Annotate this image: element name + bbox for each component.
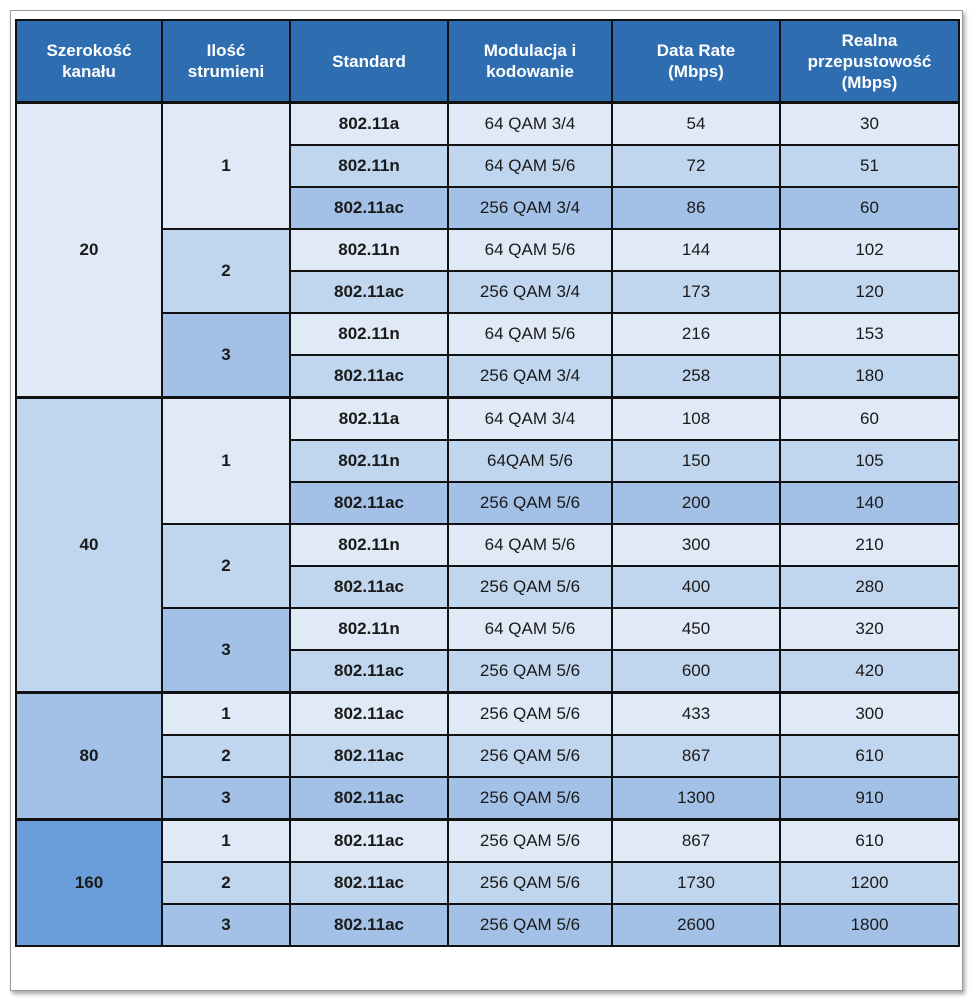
real-throughput-cell: 51 xyxy=(780,145,959,187)
modulation-cell: 256 QAM 5/6 xyxy=(448,735,612,777)
stream-count-cell: 1 xyxy=(162,820,290,863)
real-throughput-cell: 610 xyxy=(780,820,959,863)
data-rate-cell: 867 xyxy=(612,735,780,777)
table-row xyxy=(16,103,959,146)
real-throughput-cell: 210 xyxy=(780,524,959,566)
modulation-cell: 256 QAM 5/6 xyxy=(448,482,612,524)
real-throughput-cell: 140 xyxy=(780,482,959,524)
real-throughput-cell: 102 xyxy=(780,229,959,271)
table-row xyxy=(16,820,959,863)
table-body xyxy=(16,103,959,947)
modulation-cell: 256 QAM 5/6 xyxy=(448,777,612,820)
header-data-rate: Data Rate (Mbps) xyxy=(612,20,780,103)
standard-cell: 802.11n xyxy=(290,229,448,271)
wifi-throughput-table xyxy=(15,19,960,947)
data-rate-cell: 2600 xyxy=(612,904,780,946)
modulation-cell: 256 QAM 3/4 xyxy=(448,355,612,398)
table-row xyxy=(16,398,959,441)
modulation-cell: 64 QAM 5/6 xyxy=(448,524,612,566)
data-rate-cell: 400 xyxy=(612,566,780,608)
data-rate-cell: 108 xyxy=(612,398,780,441)
real-throughput-cell: 300 xyxy=(780,693,959,736)
header-modulation: Modulacja i kodowanie xyxy=(448,20,612,103)
data-rate-cell: 173 xyxy=(612,271,780,313)
standard-cell: 802.11n xyxy=(290,440,448,482)
modulation-cell: 256 QAM 3/4 xyxy=(448,187,612,229)
real-throughput-cell: 180 xyxy=(780,355,959,398)
stream-count-cell: 2 xyxy=(162,229,290,313)
data-rate-cell: 450 xyxy=(612,608,780,650)
stream-count-cell: 1 xyxy=(162,398,290,525)
standard-cell: 802.11ac xyxy=(290,820,448,863)
real-throughput-cell: 105 xyxy=(780,440,959,482)
real-throughput-cell: 610 xyxy=(780,735,959,777)
table-frame xyxy=(10,10,963,991)
modulation-cell: 256 QAM 5/6 xyxy=(448,566,612,608)
modulation-cell: 64 QAM 5/6 xyxy=(448,229,612,271)
data-rate-cell: 1730 xyxy=(612,862,780,904)
standard-cell: 802.11ac xyxy=(290,650,448,693)
data-rate-cell: 433 xyxy=(612,693,780,736)
header-stream-count: Ilość strumieni xyxy=(162,20,290,103)
data-rate-cell: 258 xyxy=(612,355,780,398)
standard-cell: 802.11ac xyxy=(290,566,448,608)
standard-cell: 802.11ac xyxy=(290,355,448,398)
modulation-cell: 256 QAM 5/6 xyxy=(448,904,612,946)
channel-width-cell: 80 xyxy=(16,693,162,820)
modulation-cell: 64QAM 5/6 xyxy=(448,440,612,482)
channel-width-cell: 160 xyxy=(16,820,162,947)
stream-count-cell: 2 xyxy=(162,524,290,608)
standard-cell: 802.11ac xyxy=(290,482,448,524)
modulation-cell: 256 QAM 5/6 xyxy=(448,862,612,904)
stream-count-cell: 2 xyxy=(162,735,290,777)
modulation-cell: 256 QAM 3/4 xyxy=(448,271,612,313)
standard-cell: 802.11ac xyxy=(290,904,448,946)
modulation-cell: 256 QAM 5/6 xyxy=(448,820,612,863)
data-rate-cell: 144 xyxy=(612,229,780,271)
data-rate-cell: 54 xyxy=(612,103,780,146)
standard-cell: 802.11a xyxy=(290,103,448,146)
stream-count-cell: 3 xyxy=(162,313,290,398)
header-standard: Standard xyxy=(290,20,448,103)
standard-cell: 802.11ac xyxy=(290,271,448,313)
standard-cell: 802.11ac xyxy=(290,735,448,777)
standard-cell: 802.11ac xyxy=(290,777,448,820)
standard-cell: 802.11ac xyxy=(290,862,448,904)
channel-width-cell: 40 xyxy=(16,398,162,693)
data-rate-cell: 600 xyxy=(612,650,780,693)
standard-cell: 802.11a xyxy=(290,398,448,441)
header-row xyxy=(16,20,959,103)
modulation-cell: 64 QAM 3/4 xyxy=(448,398,612,441)
real-throughput-cell: 120 xyxy=(780,271,959,313)
stream-count-cell: 1 xyxy=(162,693,290,736)
real-throughput-cell: 420 xyxy=(780,650,959,693)
modulation-cell: 64 QAM 5/6 xyxy=(448,145,612,187)
stream-count-cell: 2 xyxy=(162,862,290,904)
real-throughput-cell: 320 xyxy=(780,608,959,650)
standard-cell: 802.11ac xyxy=(290,187,448,229)
standard-cell: 802.11n xyxy=(290,608,448,650)
stream-count-cell: 1 xyxy=(162,103,290,230)
data-rate-cell: 867 xyxy=(612,820,780,863)
modulation-cell: 64 QAM 3/4 xyxy=(448,103,612,146)
real-throughput-cell: 60 xyxy=(780,398,959,441)
real-throughput-cell: 1200 xyxy=(780,862,959,904)
modulation-cell: 64 QAM 5/6 xyxy=(448,313,612,355)
modulation-cell: 256 QAM 5/6 xyxy=(448,693,612,736)
real-throughput-cell: 30 xyxy=(780,103,959,146)
standard-cell: 802.11n xyxy=(290,524,448,566)
stream-count-cell: 3 xyxy=(162,904,290,946)
data-rate-cell: 72 xyxy=(612,145,780,187)
channel-width-cell: 20 xyxy=(16,103,162,398)
header-real-throughput: Realna przepustowość (Mbps) xyxy=(780,20,959,103)
real-throughput-cell: 60 xyxy=(780,187,959,229)
stream-count-cell: 3 xyxy=(162,777,290,820)
real-throughput-cell: 910 xyxy=(780,777,959,820)
real-throughput-cell: 1800 xyxy=(780,904,959,946)
header-channel-width: Szerokość kanału xyxy=(16,20,162,103)
data-rate-cell: 216 xyxy=(612,313,780,355)
modulation-cell: 256 QAM 5/6 xyxy=(448,650,612,693)
stream-count-cell: 3 xyxy=(162,608,290,693)
data-rate-cell: 1300 xyxy=(612,777,780,820)
standard-cell: 802.11n xyxy=(290,145,448,187)
standard-cell: 802.11n xyxy=(290,313,448,355)
modulation-cell: 64 QAM 5/6 xyxy=(448,608,612,650)
data-rate-cell: 150 xyxy=(612,440,780,482)
real-throughput-cell: 153 xyxy=(780,313,959,355)
real-throughput-cell: 280 xyxy=(780,566,959,608)
data-rate-cell: 300 xyxy=(612,524,780,566)
table-row xyxy=(16,693,959,736)
standard-cell: 802.11ac xyxy=(290,693,448,736)
data-rate-cell: 200 xyxy=(612,482,780,524)
data-rate-cell: 86 xyxy=(612,187,780,229)
